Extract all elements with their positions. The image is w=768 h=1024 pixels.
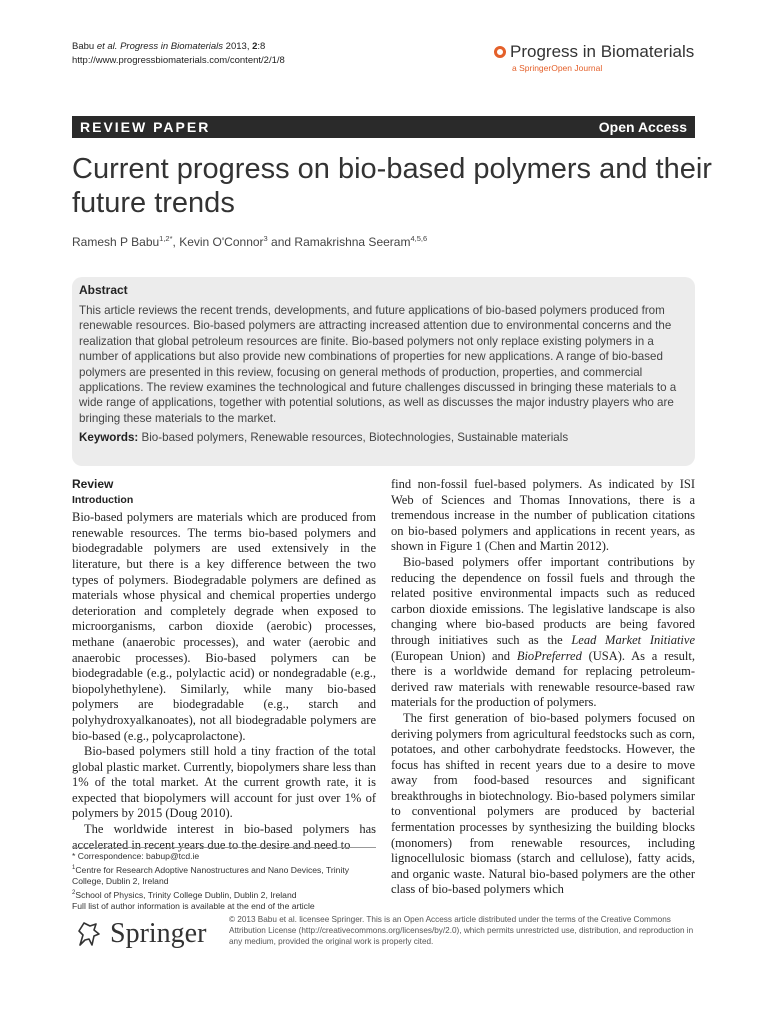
journal-name: Progress in Biomaterials <box>510 42 695 61</box>
subsection-heading-introduction: Introduction <box>72 493 134 506</box>
paper-title: Current progress on bio-based polymers and their future trends <box>72 153 712 219</box>
body-paragraph: Bio-based polymers are materials which are produced from renewable resources. The terms bio-based polymers and biodegradable polymers are used extensively in the literature, but there is a key difference between the two types of polymers. Biodegradable polymers are defined as materials whose physical and chemical properties undergo deterioration and completely degrade when exposed to microorganisms, carbon dioxide (aerobic) processes, methane (anaerobic processes), and water (aerobic and anaerobic processes). Bio-based polymers can be biodegradable (e.g., polylactic acid) or nondegradable (e.g., biopolyhethylene). Similarly, while many bio-based polymers are biodegradable (e.g., starch and polyhydroxyalkanoates), not all biodegradable polymers are bio-based (e.g., polycaprolactone). <box>72 510 376 743</box>
footnotes <box>72 847 376 913</box>
article-type-banner <box>72 116 695 138</box>
body-paragraph: Bio-based polymers still hold a tiny fraction of the total global plastic market. Currently, biopolymers share less than 1% of the total market. At the current growth rate, it is expected that biopolymers will account for just over 1% of polymers by 2015 (Doug 2010). <box>72 744 376 821</box>
body-paragraph: find non-fossil fuel-based polymers. As indicated by ISI Web of Sciences and Thomas Innovations, there is a tremendous increase in the number of publication citations on bio-based polymers and applications in recent years, as shown in Figure 1 (Chen and Martin 2012). <box>391 477 695 554</box>
body-column-left <box>72 477 376 853</box>
springer-logo <box>74 918 206 950</box>
article-url[interactable]: http://www.progressbiomaterials.com/content/2/1/8 <box>72 55 285 66</box>
keywords <box>79 431 688 444</box>
springer-horse-icon <box>74 919 104 949</box>
license-text: © 2013 Babu et al. licensee Springer. This is an Open Access article distributed under the terms of the Creative Commons Attribution License (http://creativecommons.org/licenses/by/2.0), which permits unrestricted use, distribution, and reproduction in any medium, provided the original work is properly cited. <box>229 915 694 946</box>
correspondence[interactable]: * Correspondence: babup@tcd.ie <box>72 851 200 861</box>
affiliation: $^2$School of Physics, Trinity College Dublin, Dublin 2, Ireland <box>72 889 297 900</box>
author-name[interactable]: and Ramakrishna Seeram <box>267 235 411 249</box>
author-list: Ramesh P Babu$^{1,2*}$, Kevin O'Connor$^3$ and Ramakrishna Seeram$^{4,5,6}$ <box>72 234 428 249</box>
citation-line: Babu et al. Progress in Biomaterials 2013, 2:8 <box>72 41 266 52</box>
abstract-heading: Abstract <box>79 283 128 297</box>
open-access-label: Open Access <box>598 119 687 135</box>
journal-logo <box>494 42 704 73</box>
section-heading-review: Review <box>72 477 114 491</box>
publisher-name: Springer <box>110 918 207 949</box>
affiliation: $^1$Centre for Research Adoptive Nanostructures and Nano Devices, Trinity College, Dublin 2, Ireland <box>72 864 350 887</box>
body-paragraph: Bio-based polymers offer important contributions by reducing the dependence on fossil fuels and through the related positive environmental impacts such as reduced carbon dioxide emissions. The legislative landscape is also changing where bio-based products are being favored through initiatives such as the Lead Market Initiative (European Union) and BioPreferred (USA). As a result, there is a worldwide demand for replacing petroleum-derived raw materials with renewable resource-based raw materials for the production of polymers. <box>391 554 695 710</box>
keywords-list: Bio-based polymers, Renewable resources, Biotechnologies, Sustainable materials <box>138 431 569 445</box>
author-name[interactable]: , Kevin O'Connor <box>172 235 264 249</box>
author-name[interactable]: Ramesh P Babu <box>72 235 160 249</box>
journal-logo-icon <box>494 46 506 58</box>
body-column-right <box>391 477 695 898</box>
body-paragraph: The worldwide interest in bio-based polymers has accelerated in recent years due to the desire and need to <box>72 822 376 852</box>
citation-header <box>72 40 285 68</box>
abstract-box <box>72 277 695 466</box>
keywords-label: Keywords: <box>79 431 139 445</box>
journal-subtitle: a SpringerOpen Journal <box>512 63 603 73</box>
abstract-text: This article reviews the recent trends, developments, and future applications of bio-based polymers produced from renewable resources. Bio-based polymers are attracting increased attention due to environmental concerns and the realization that global petroleum resources are finite. Bio-based polymers not only replace existing polymers in a number of applications but also provide new combinations of properties for new applications. A range of bio-based polymers are presented in this review, focusing on general methods of production, properties, and commercial applications. The review examines the technological and future challenges discussed in bringing these materials to a wide range of applications, together with potential solutions, as well as discusses the major industry players who are bringing these materials to the market. <box>79 304 677 425</box>
body-paragraph: The first generation of bio-based polymers focused on deriving polymers from agricultural feedstocks such as corn, potatoes, and other carbohydrate feedstocks. However, the focus has shifted in recent years due to a desire to move away from food-based resources and significant breakthroughs in biotechnology. Bio-based polymers similar to conventional polymers are produced by bacterial fermentation processes by synthesizing the building blocks (monomers) from renewable resources, including lignocellulosic biomass (starch and cellulose), fatty acids, and organic waste. Natural bio-based polymers are the other class of bio-based polymers which <box>391 710 695 897</box>
author-info-note: Full list of author information is available at the end of the article <box>72 901 315 912</box>
article-type: REVIEW PAPER <box>80 119 211 135</box>
